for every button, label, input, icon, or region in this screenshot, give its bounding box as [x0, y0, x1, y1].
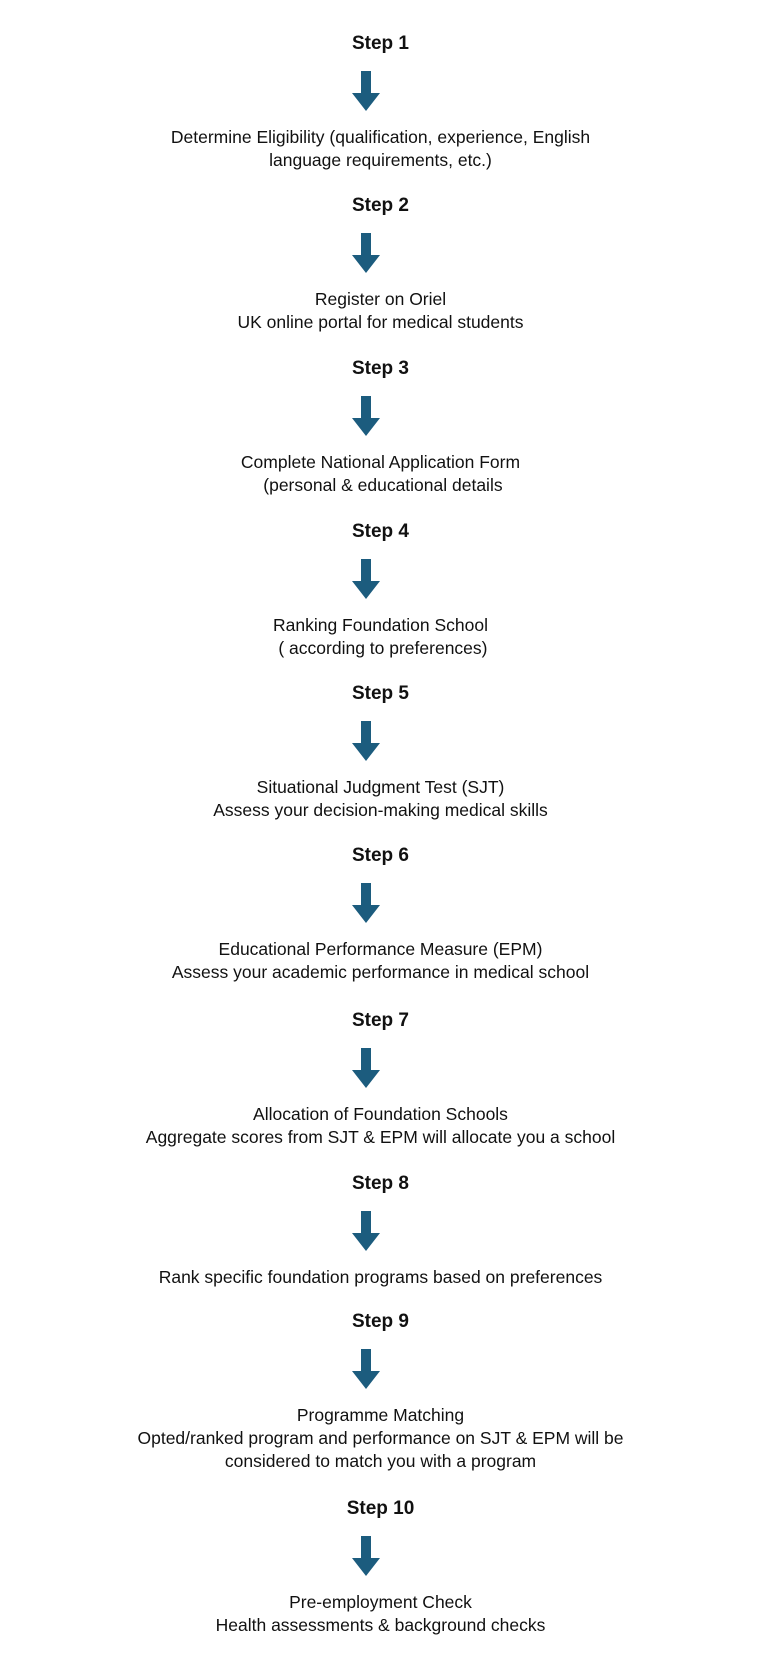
- step-7-title: Step 7: [351, 1010, 410, 1031]
- step-2-title: Step 2: [351, 195, 410, 216]
- step-7-line-1: Allocation of Foundation Schools: [253, 1104, 508, 1124]
- step-5-line-1: Situational Judgment Test (SJT): [256, 777, 505, 797]
- step-9-title: Step 9: [351, 1311, 410, 1332]
- step-3-title: Step 3: [351, 358, 410, 379]
- step-10-line-2: Health assessments & background checks: [215, 1615, 546, 1635]
- step-5-line-2: Assess your decision-making medical skills: [213, 800, 548, 820]
- down-arrow-icon: [352, 721, 380, 761]
- step-6-title: Step 6: [351, 845, 410, 866]
- step-10-line-1: Pre-employment Check: [289, 1592, 472, 1612]
- down-arrow-icon: [352, 883, 380, 923]
- down-arrow-icon: [352, 233, 380, 273]
- step-3-line-2: (personal & educational details: [258, 475, 503, 495]
- step-9-line-2: Opted/ranked program and performance on SJT & EPM will be: [137, 1428, 624, 1448]
- step-6-description: [0, 938, 761, 984]
- step-3-description: [0, 451, 761, 497]
- down-arrow-icon: [352, 396, 380, 436]
- step-8-description: [0, 1266, 761, 1289]
- step-9-description: [0, 1404, 761, 1473]
- step-3-line-1: Complete National Application Form: [240, 452, 521, 472]
- step-10-title: Step 10: [346, 1498, 415, 1519]
- step-7-description: [0, 1103, 761, 1149]
- step-9-line-3: considered to match you with a program: [224, 1451, 537, 1471]
- step-1-line-2: language requirements, etc.): [269, 150, 492, 170]
- down-arrow-icon: [352, 1349, 380, 1389]
- step-10-description: [0, 1591, 761, 1637]
- down-arrow-icon: [352, 1048, 380, 1088]
- down-arrow-icon: [352, 1536, 380, 1576]
- step-4-line-1: Ranking Foundation School: [272, 615, 488, 635]
- step-6-line-2: Assess your academic performance in medical school: [171, 962, 590, 982]
- step-4-title: Step 4: [351, 521, 410, 542]
- step-5-description: [0, 776, 761, 822]
- step-2-line-2: UK online portal for medical students: [237, 312, 524, 332]
- step-1-description: [0, 126, 761, 172]
- step-6-line-1: Educational Performance Measure (EPM): [218, 939, 543, 959]
- step-4-line-2: ( according to preferences): [273, 638, 488, 658]
- step-9-line-1: Programme Matching: [296, 1405, 465, 1425]
- down-arrow-icon: [352, 71, 380, 111]
- step-1-title: Step 1: [351, 33, 410, 54]
- down-arrow-icon: [352, 1211, 380, 1251]
- step-2-line-1: Register on Oriel: [314, 289, 447, 309]
- step-2-description: [0, 288, 761, 334]
- step-5-title: Step 5: [351, 683, 410, 704]
- step-1-line-1: Determine Eligibility (qualification, experience, English: [170, 127, 591, 147]
- step-4-description: [0, 614, 761, 660]
- step-8-line-1: Rank specific foundation programs based on preferences: [158, 1267, 603, 1287]
- step-7-line-2: Aggregate scores from SJT & EPM will allocate you a school: [145, 1127, 616, 1147]
- down-arrow-icon: [352, 559, 380, 599]
- step-8-title: Step 8: [351, 1173, 410, 1194]
